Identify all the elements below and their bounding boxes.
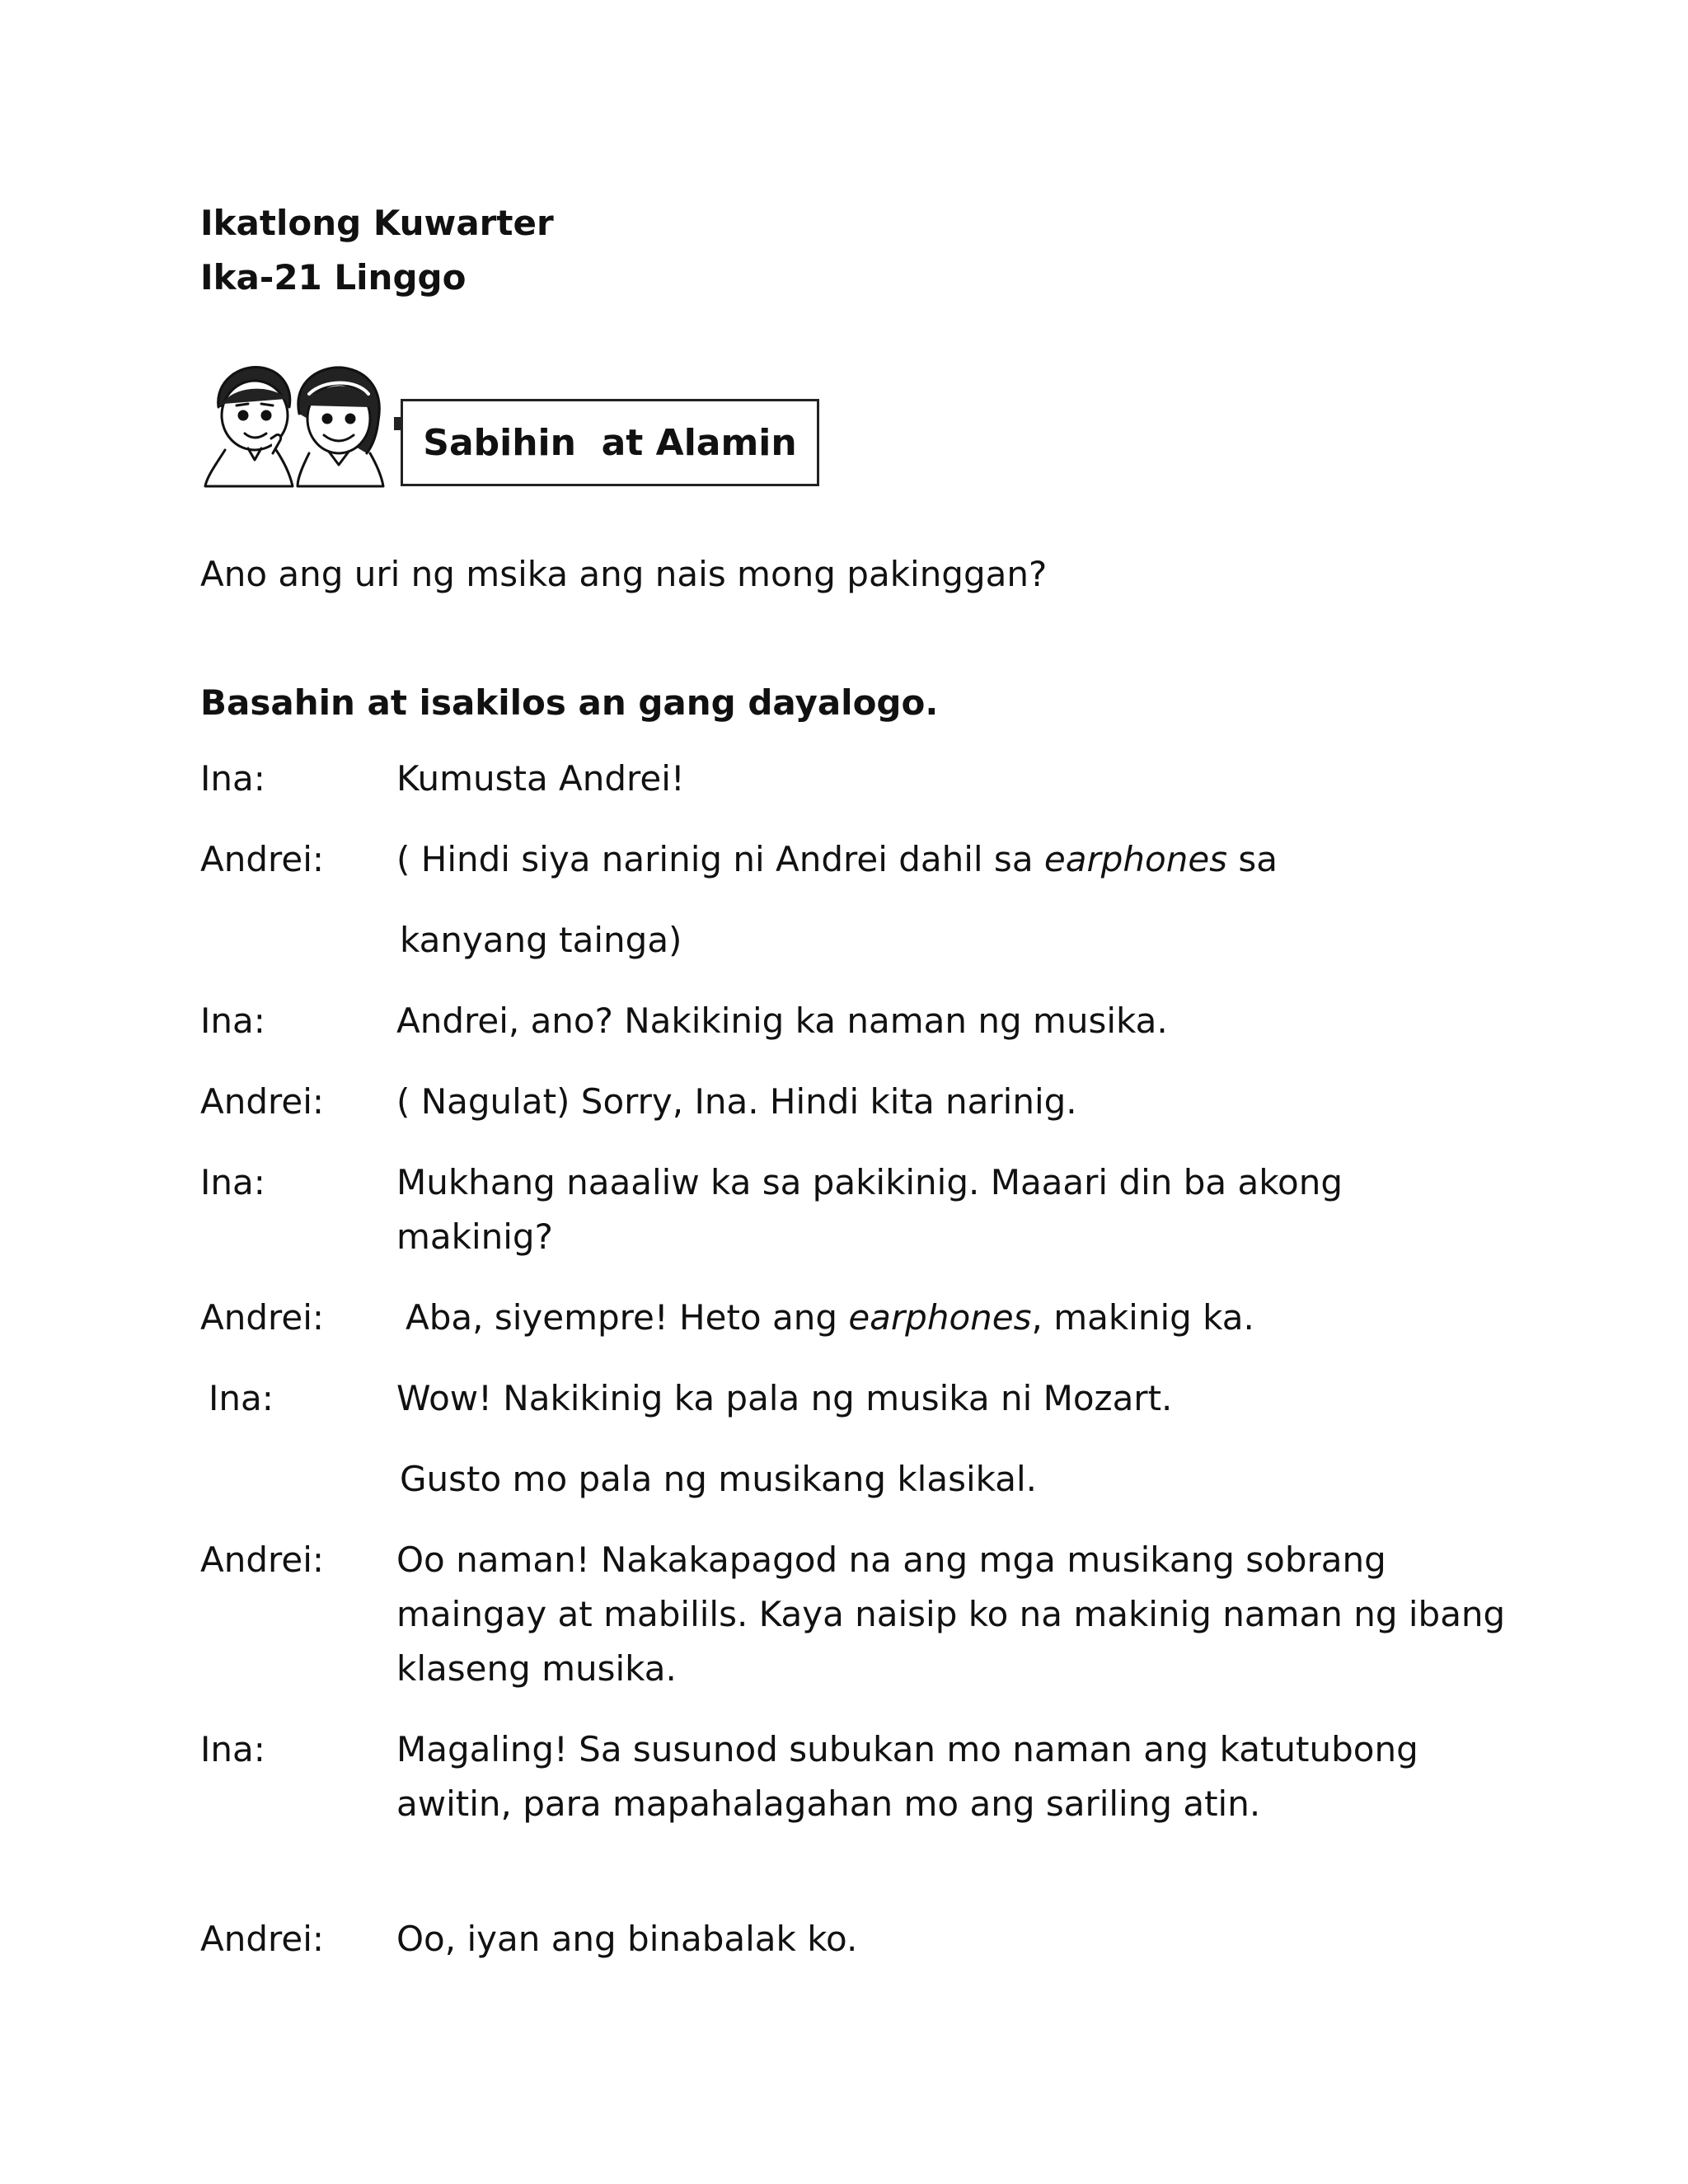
dialogue-speaker: Andrei: bbox=[200, 1540, 325, 1580]
dialogue-line: ( Nagulat) Sorry, Ina. Hindi kita narinig. bbox=[396, 1081, 1077, 1122]
dialogue-line: Andrei, ano? Nakikinig ka naman ng musika. bbox=[396, 1001, 1168, 1041]
dialogue-speaker: Ina: bbox=[200, 758, 265, 799]
dialogue-speaker: Ina: bbox=[200, 1001, 265, 1041]
dialogue-speaker: Andrei: bbox=[200, 1919, 325, 1959]
dialogue-speaker: Ina: bbox=[200, 1162, 265, 1202]
dialogue-line: Wow! Nakikinig ka pala ng musika ni Mozart. bbox=[396, 1378, 1173, 1418]
dialogue-line: Mukhang naaaliw ka sa pakikinig. Maaari din ba akong makinig? bbox=[396, 1162, 1343, 1257]
section-title-box: Sabihin at Alamin bbox=[401, 399, 819, 486]
dialogue-speaker: Andrei: bbox=[200, 839, 325, 879]
guide-question: Ano ang uri ng msika ang nais mong pakinggan? bbox=[200, 554, 1048, 594]
dialogue-line: Kumusta Andrei! bbox=[396, 758, 685, 799]
section-box-tick bbox=[394, 417, 401, 430]
dialogue-line: Aba, siyempre! Heto ang earphones, makinig ka. bbox=[406, 1297, 1254, 1338]
two-children-illustration bbox=[200, 356, 387, 488]
earphones-italic: earphones bbox=[1043, 839, 1228, 879]
dialogue-line: Gusto mo pala ng musikang klasikal. bbox=[400, 1459, 1037, 1499]
dialogue-line: ( Hindi siya narinig ni Andrei dahil sa earphones sa bbox=[396, 839, 1278, 879]
dialogue-speaker: Andrei: bbox=[200, 1297, 325, 1338]
dialogue-speaker: Andrei: bbox=[200, 1081, 325, 1122]
dialogue-line: Oo naman! Nakakapagod na ang mga musikang sobrang maingay at mabilils. Kaya naisip ko na makinig naman ng ibang klaseng musika. bbox=[396, 1540, 1506, 1689]
dialogue-speaker: Ina: bbox=[209, 1378, 274, 1418]
instruction-text: Basahin at isakilos an gang dayalogo. bbox=[200, 682, 939, 723]
dialogue-line: kanyang tainga) bbox=[400, 920, 682, 960]
week-heading: Ika-21 Linggo bbox=[200, 257, 467, 298]
dialogue-line: Oo, iyan ang binabalak ko. bbox=[396, 1919, 858, 1959]
quarter-heading: Ikatlong Kuwarter bbox=[200, 203, 554, 243]
dialogue-line: Magaling! Sa susunod subukan mo naman ang katutubong awitin, para mapahalagahan mo ang sariling atin. bbox=[396, 1729, 1418, 1824]
earphones-italic: earphones bbox=[848, 1297, 1032, 1338]
dialogue-speaker: Ina: bbox=[200, 1729, 265, 1769]
